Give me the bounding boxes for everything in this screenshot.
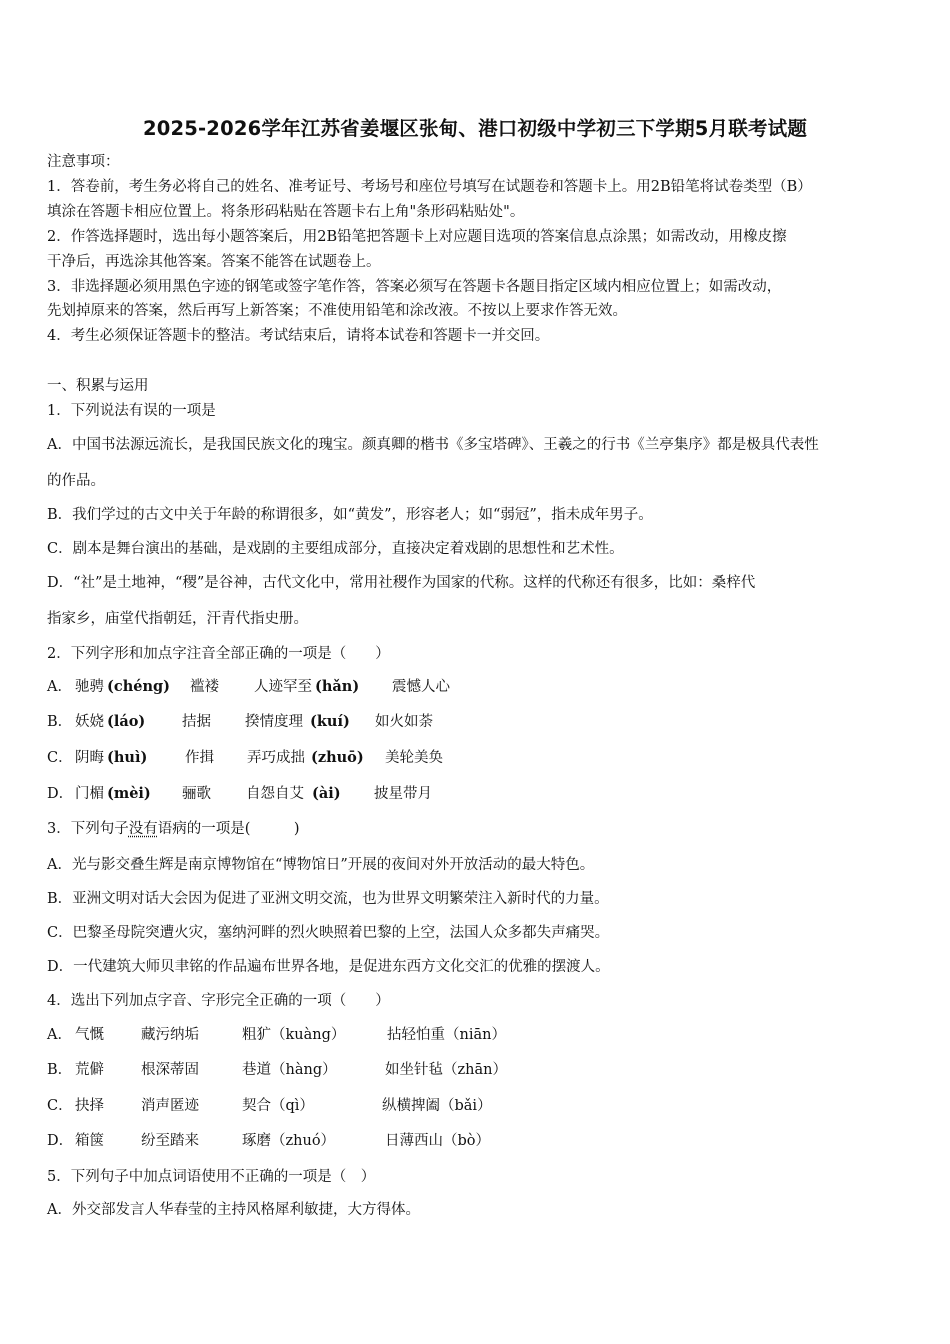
- notice-line: 4．考生必须保证答题卡的整洁。考试结束后，请将本试卷和答题卡一并交回。: [47, 328, 550, 344]
- pinyin: (láo): [107, 713, 146, 730]
- word: 纷至踏来: [141, 1133, 199, 1149]
- option-label: B．: [47, 1062, 73, 1078]
- q1-option-c: C．剧本是舞台演出的基础，是戏剧的主要组成部分，直接决定着戏剧的思想性和艺术性。: [47, 541, 624, 557]
- word: 箱箧: [75, 1133, 104, 1149]
- pinyin: (mèi): [107, 785, 151, 802]
- q3-option-a: A．光与影交叠生辉是南京博物馆在“博物馆日”开展的夜间对外开放活动的最大特色。: [47, 857, 595, 873]
- page-title: 2025-2026学年江苏省姜堰区张甸、港口初级中学初三下学期5月联考试题: [142, 117, 808, 140]
- option-label: C．: [47, 750, 73, 766]
- pinyin: (ài): [312, 785, 341, 802]
- q1-option-d-cont: 指家乡，庙堂代指朝廷，汗青代指史册。: [47, 611, 308, 627]
- option-label: A．: [47, 1027, 72, 1043]
- notice-line: 先划掉原来的答案，然后再写上新答案；不准使用铅笔和涂改液。不按以上要求作答无效。: [47, 303, 627, 319]
- word: 阴晦: [75, 750, 104, 766]
- q1-option-b: B．我们学过的古文中关于年龄的称谓很多，如“黄发”，形容老人；如“弱冠”，指未成年男子。: [47, 507, 653, 523]
- word: 巷道（hàng）: [242, 1062, 337, 1078]
- word: 揆情度理: [245, 714, 303, 730]
- notice-line: 干净后，再选涂其他答案。答案不能答在试题卷上。: [47, 254, 381, 270]
- question-4-stem: 4．选出下列加点字音、字形完全正确的一项（ ）: [47, 993, 390, 1009]
- word: 粗犷（kuàng）: [242, 1027, 346, 1043]
- stem-part: 语病的一项是( ): [157, 821, 300, 837]
- notice-line: 2．作答选择题时，选出每小题答案后，用2B铅笔把答题卡上对应题目选项的答案信息点涂黑；如需改动，用橡皮擦: [47, 229, 787, 245]
- word: 自怨自艾: [246, 786, 304, 802]
- q1-option-a: A．中国书法源远流长，是我国民族文化的瑰宝。颜真卿的楷书《多宝塔碑》、王羲之的行书《兰亭集序》都是极具代表性: [47, 437, 819, 453]
- q1-option-a-cont: 的作品。: [47, 473, 105, 489]
- option-label: C．: [47, 1098, 73, 1114]
- word: 气慨: [75, 1027, 104, 1043]
- question-5-stem: 5．下列句子中加点词语使用不正确的一项是（ ）: [47, 1169, 376, 1185]
- word: 荒僻: [75, 1062, 104, 1078]
- q3-option-d: D．一代建筑大师贝聿铭的作品遍布世界各地，是促进东西方文化交汇的优雅的摆渡人。: [47, 959, 610, 975]
- q3-option-b: B．亚洲文明对话大会因为促进了亚洲文明交流，也为世界文明繁荣注入新时代的力量。: [47, 891, 609, 907]
- q5-option-a: A．外交部发言人华春莹的主持风格犀利敏捷，大方得体。: [47, 1202, 420, 1218]
- word: 震憾人心: [392, 679, 450, 695]
- word: 弄巧成拙: [247, 750, 305, 766]
- word: 褴褛: [190, 679, 219, 695]
- word: 如坐针毡（zhān）: [385, 1062, 507, 1078]
- word: 拮据: [182, 714, 211, 730]
- word: 消声匿迹: [141, 1098, 199, 1114]
- word: 骊歌: [182, 786, 211, 802]
- pinyin: (zhuō): [311, 749, 364, 766]
- question-3-stem: [47, 819, 300, 839]
- word: 琢磨（zhuó）: [242, 1133, 336, 1149]
- q1-option-d: D．“社”是土地神，“稷”是谷神，古代文化中，常用社稷作为国家的代称。这样的代称还有很多，比如：桑梓代: [47, 575, 756, 591]
- word: 如火如荼: [375, 714, 433, 730]
- word: 妖娆: [75, 714, 104, 730]
- notice-heading: 注意事项：: [47, 154, 120, 170]
- word: 纵横捭阖（bǎi）: [382, 1098, 492, 1114]
- question-2-stem: 2．下列字形和加点字注音全部正确的一项是（ ）: [47, 646, 390, 662]
- notice-line: 3．非选择题必须用黑色字迹的钢笔或签字笔作答，答案必须写在答题卡各题目指定区域内相应位置上；如需改动，: [47, 279, 782, 295]
- pinyin: (huì): [107, 749, 148, 766]
- word: 藏污纳垢: [141, 1027, 199, 1043]
- pinyin: (hǎn): [315, 678, 360, 695]
- option-label: D．: [47, 786, 74, 802]
- word: 披星带月: [374, 786, 432, 802]
- word: 作揖: [185, 750, 214, 766]
- word: 日薄西山（bò）: [385, 1133, 491, 1149]
- word: 人迹罕至: [254, 679, 312, 695]
- stem-emphasis: 没有: [128, 821, 158, 837]
- word: 契合（qì）: [242, 1098, 314, 1114]
- stem-part: 3．下列句子: [47, 821, 129, 837]
- word: 驰骋: [75, 679, 104, 695]
- section-heading: 一、积累与运用: [47, 378, 149, 394]
- question-1-stem: 1．下列说法有误的一项是: [47, 403, 216, 419]
- word: 抉择: [75, 1098, 104, 1114]
- option-label: B．: [47, 714, 73, 730]
- word: 根深蒂固: [141, 1062, 199, 1078]
- pinyin: (kuí): [310, 713, 350, 730]
- option-label: D．: [47, 1133, 74, 1149]
- option-label: A．: [47, 679, 72, 695]
- word: 美轮美奂: [385, 750, 443, 766]
- word: 拈轻怕重（niān）: [387, 1027, 506, 1043]
- notice-line: 填涂在答题卡相应位置上。将条形码粘贴在答题卡右上角"条形码粘贴处"。: [47, 204, 525, 220]
- pinyin: (chéng): [107, 678, 170, 695]
- q3-option-c: C．巴黎圣母院突遭火灾，塞纳河畔的烈火映照着巴黎的上空，法国人众多都失声痛哭。: [47, 925, 610, 941]
- notice-line: 1．答卷前，考生务必将自己的姓名、准考证号、考场号和座位号填写在试题卷和答题卡上。用2B铅笔将试卷类型（B）: [47, 179, 812, 195]
- word: 门楣: [75, 786, 104, 802]
